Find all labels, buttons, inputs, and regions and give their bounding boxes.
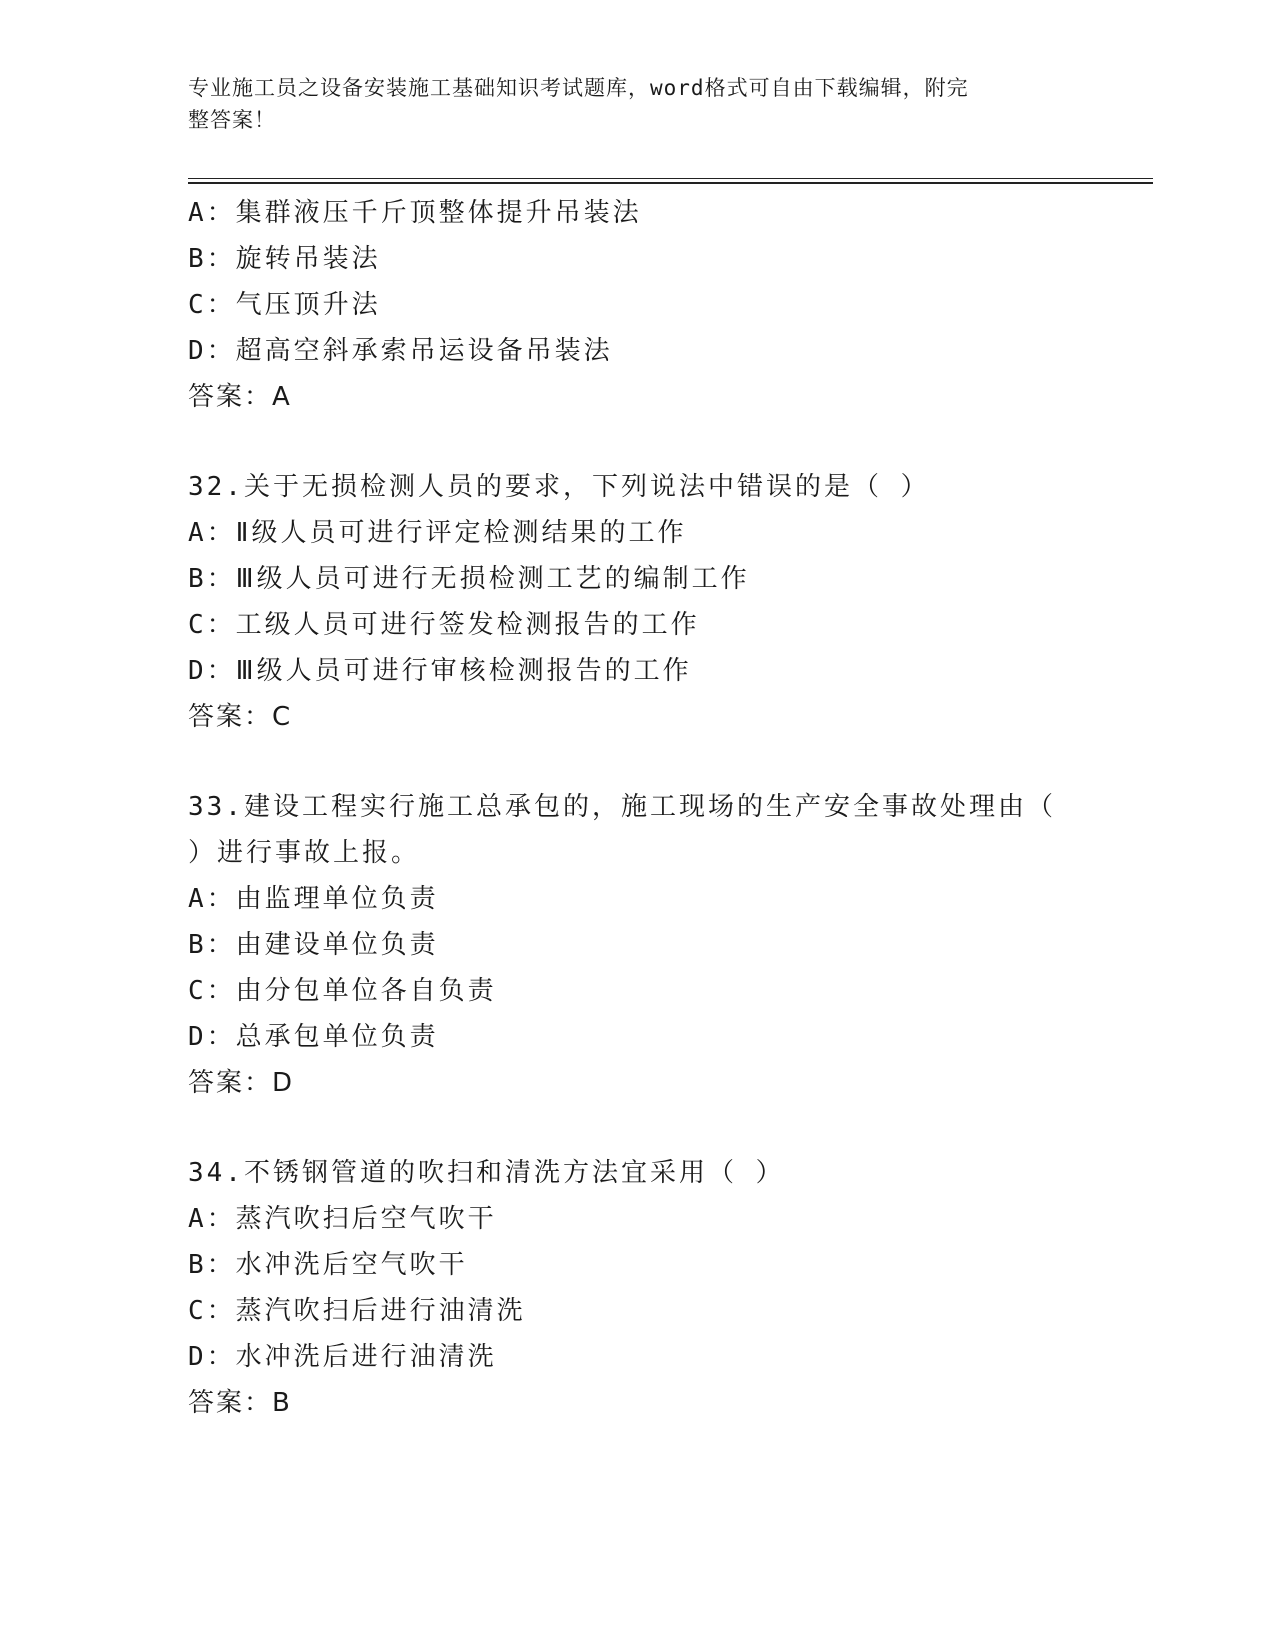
question-stem: 34.不锈钢管道的吹扫和清洗方法宜采用（ ）: [188, 1158, 785, 1188]
question-block-34: [188, 1150, 1088, 1426]
option-d: D：水冲洗后进行油清洗: [188, 1342, 497, 1372]
question-block-33: [188, 784, 1088, 1106]
header-line-2: 整答案！: [188, 108, 276, 132]
spacer: [188, 1106, 1088, 1150]
document-header: [188, 72, 1068, 136]
header-divider-thin: [188, 178, 1153, 179]
question-block-32: [188, 464, 1088, 740]
option-c: C：气压顶升法: [188, 290, 381, 320]
option-a: A：集群液压千斤顶整体提升吊装法: [188, 198, 642, 228]
question-stem-continued: ）进行事故上报。: [188, 838, 421, 868]
header-divider-thick: [188, 182, 1153, 184]
option-d: D：Ⅲ级人员可进行审核检测报告的工作: [188, 656, 692, 686]
spacer: [188, 420, 1088, 464]
answer-label: 答案：A: [188, 382, 292, 412]
option-b: B：Ⅲ级人员可进行无损检测工艺的编制工作: [188, 564, 750, 594]
answer-label: 答案：B: [188, 1388, 292, 1418]
question-content: [188, 190, 1088, 1426]
answer-label: 答案：C: [188, 702, 293, 732]
option-a: A：蒸汽吹扫后空气吹干: [188, 1204, 497, 1234]
option-d: D：超高空斜承索吊运设备吊装法: [188, 336, 613, 366]
option-a: A：由监理单位负责: [188, 884, 439, 914]
question-stem: 33.建设工程实行施工总承包的，施工现场的生产安全事故处理由（: [188, 792, 1056, 822]
option-a: A：Ⅱ级人员可进行评定检测结果的工作: [188, 518, 687, 548]
question-stem: 32.关于无损检测人员的要求，下列说法中错误的是（ ）: [188, 472, 930, 502]
header-line-1: 专业施工员之设备安装施工基础知识考试题库，word格式可自由下载编辑，附完: [188, 76, 969, 100]
option-b: B：旋转吊装法: [188, 244, 381, 274]
question-block-31: [188, 190, 1088, 420]
option-b: B：由建设单位负责: [188, 930, 439, 960]
option-c: C：工级人员可进行签发检测报告的工作: [188, 610, 700, 640]
answer-label: 答案：D: [188, 1068, 295, 1098]
option-c: C：由分包单位各自负责: [188, 976, 497, 1006]
spacer: [188, 740, 1088, 784]
option-b: B：水冲洗后空气吹干: [188, 1250, 468, 1280]
option-d: D：总承包单位负责: [188, 1022, 439, 1052]
option-c: C：蒸汽吹扫后进行油清洗: [188, 1296, 526, 1326]
